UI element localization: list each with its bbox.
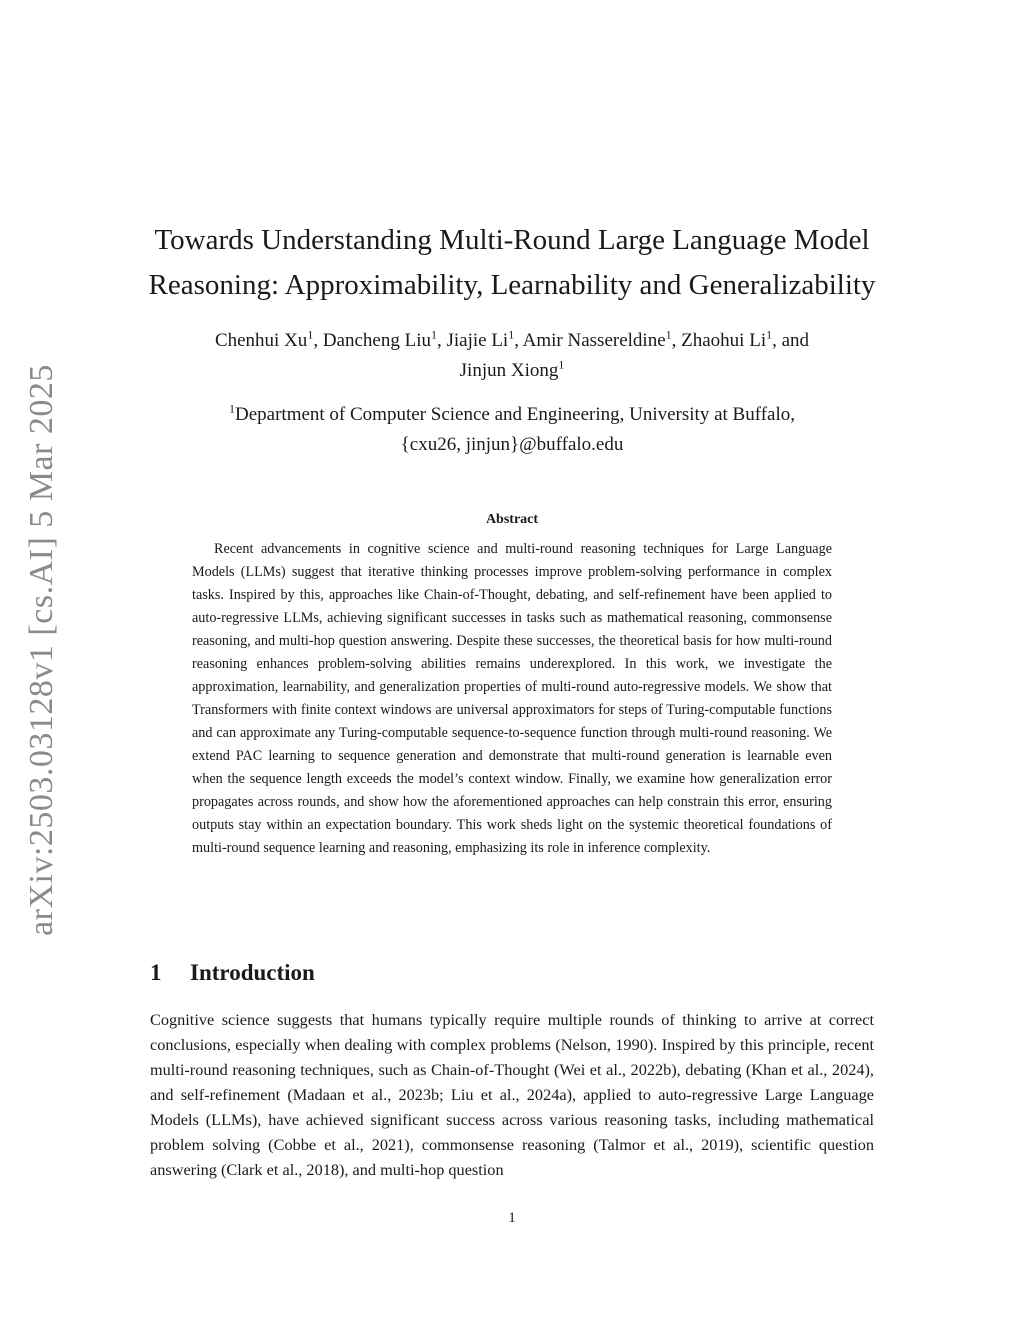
paper-title (130, 218, 894, 308)
introduction-text: Cognitive science suggests that humans typically require multiple rounds of thinking to arrive at correct conclusions, especially when dealing with complex problems (Nelson, 1990). Inspired by this principle, recent multi-round reasoning techniques, such as Chain-of-Thought (Wei et al., 2022b), debating (Khan et al., 2024), and self-refinement (Madaan et al., 2023b; Liu et al., 2024a), applied to auto-regressive Large Language Models (LLMs), have achieved significant success across various reasoning tasks, including mathematical problem solving (Cobbe et al., 2021), commonsense reasoning (Talmor et al., 2019), scientific question answering (Clark et al., 2018), and multi-hop question (150, 1010, 874, 1179)
author: Jiajie Li$^1$, (446, 327, 523, 351)
abstract-text: Recent advancements in cognitive science and multi-round reasoning techniques for Large Language Models (LLMs) suggest that iterative thinking processes improve problem-solving performance in complex tasks. Inspired by this, approaches like Chain-of-Thought, debating, and self-refinement have been applied to auto-regressive LLMs, achieving significant successes in tasks such as mathematical reasoning, commonsense reasoning, and multi-hop question answering. Despite these successes, the theoretical basis for how multi-round reasoning enhances problem-solving abilities remains underexplored. In this work, we investigate the approximation, learnability, and generalization properties of multi-round auto-regressive models. We show that Transformers with finite context windows are universal approximators for steps of Turing-computable functions and can approximate any Turing-computable sequence-to-sequence function through multi-round reasoning. We extend PAC learning to sequence generation and demonstrate that multi-round generation is learnable even when the sequence length exceeds the model’s context window. Finally, we examine how generalization error propagates across rounds, and show how the aforementioned approaches can help constrain this error, ensuring outputs stay within an expectation boundary. This work sheds light on the systemic theoretical foundations of multi-round sequence learning and reasoning, emphasizing its role in inference complexity. (192, 541, 832, 856)
title-line-1: Towards Understanding Multi-Round Large Language Model (154, 224, 870, 256)
arxiv-stamp: arXiv:2503.03128v1 [cs.AI] 5 Mar 2025 (23, 364, 60, 936)
author: Jinjun Xiong$^1$ (459, 357, 565, 381)
section-heading (150, 960, 315, 986)
section-number: 1 (150, 960, 162, 985)
author: Amir Nassereldine$^1$, (522, 327, 682, 351)
author-list (130, 326, 894, 386)
title-line-2: Reasoning: Approximability, Learnability and Generalizability (148, 269, 876, 301)
author: Zhaohui Li$^1$, and (681, 327, 810, 351)
page-number: 1 (508, 1210, 516, 1226)
abstract-heading: Abstract (485, 512, 539, 527)
author: Dancheng Liu$^1$, (322, 327, 447, 351)
affiliation (130, 400, 894, 460)
author: Chenhui Xu$^1$, (214, 327, 323, 351)
section-title: Introduction (190, 960, 315, 985)
author-emails: {cxu26, jinjun}@buffalo.edu (400, 434, 624, 455)
affiliation-line: $^1$Department of Computer Science and Engineering, University at Buffalo, (229, 401, 795, 425)
